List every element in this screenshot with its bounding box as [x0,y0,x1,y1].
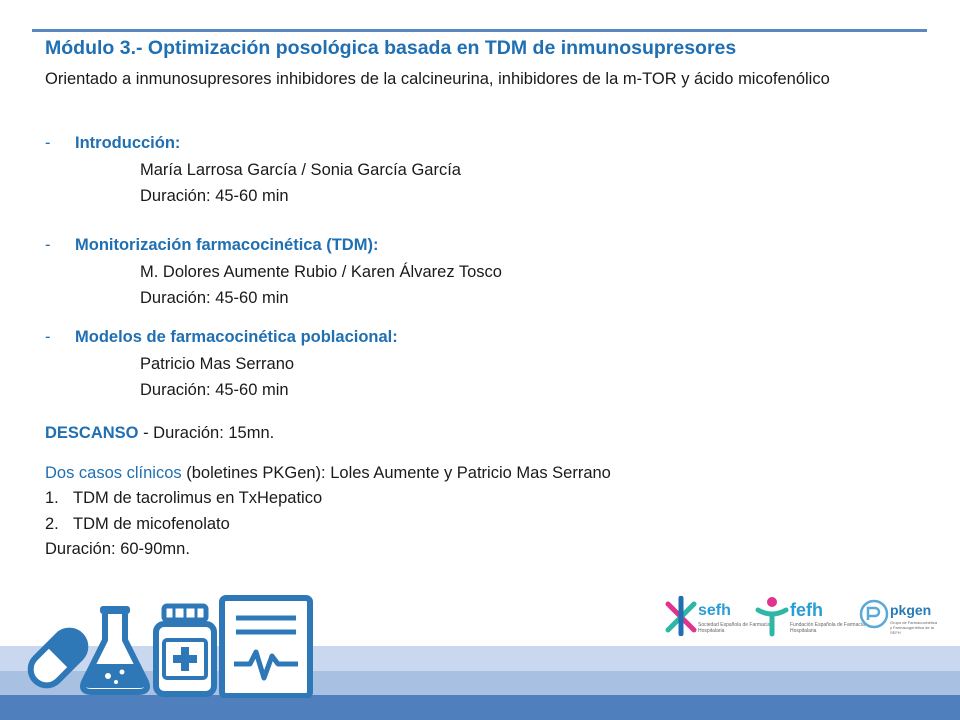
case-number: 2. [45,515,59,533]
section-modelos [45,328,398,347]
section-duration: Duración: 45-60 min [140,380,289,399]
section-speakers: M. Dolores Aumente Rubio / Karen Álvarez Tosco [140,263,502,281]
break-text: - Duración: 15mn. [138,424,275,442]
section-speakers: Patricio Mas Serrano [140,355,295,373]
fefh-emblem-icon [754,594,790,638]
section-introduccion [45,134,180,153]
clipboard-heartbeat-icon [216,594,316,698]
case-item [45,489,322,508]
pkgen-logo [856,592,940,640]
fefh-logo [752,592,865,640]
sefh-logo-text: sefh [698,602,731,619]
sefh-emblem-icon [664,596,698,636]
break-line [45,424,274,443]
top-rule [32,29,927,32]
pkgen-logo-text: pkgen [890,602,932,618]
break-label: DESCANSO [45,424,139,442]
section-heading: Modelos de farmacocinética poblacional: [75,328,398,346]
cases-heading-line [45,464,611,483]
case-item [45,515,230,534]
section-heading: Introducción: [75,134,181,152]
bullet-dash: - [45,328,51,346]
pkgen-emblem-icon [858,598,890,630]
cases-text: (boletines PKGen): Loles Aumente y Patricio Mas Serrano [181,464,611,482]
sefh-logo [660,592,771,640]
fefh-logo-caption: Fundación Española de Farmacia Hospitalaria [790,622,865,634]
bullet-dash: - [45,134,51,152]
cases-label: Dos casos clínicos [45,464,182,482]
pkgen-logo-caption: Grupo de Farmacocinética y Farmacogenética de la SEFH [890,620,938,635]
bullet-dash: - [45,236,51,254]
case-text: TDM de tacrolimus en TxHepatico [73,489,323,507]
section-monitorizacion [45,236,378,255]
case-number: 1. [45,489,59,507]
logos-area [660,592,940,642]
medicine-bottle-icon [150,602,220,698]
footer-band-dark [0,695,960,720]
fefh-logo-text: fefh [790,600,823,620]
flask-icon [78,602,153,698]
case-text: TDM de micofenolato [73,515,230,533]
slide-subtitle: Orientado a inmunosupresores inhibidores de la calcineurina, inhibidores de la m-TOR y ácido micofenólico [45,70,830,88]
slide-title: Módulo 3.- Optimización posológica basada en TDM de inmunosupresores [45,37,737,59]
section-duration: Duración: 45-60 min [140,288,289,307]
cases-duration: Duración: 60-90mn. [45,540,190,558]
section-speakers: María Larrosa García / Sonia García García [140,161,461,179]
sefh-logo-caption: Sociedad Española de Farmacia Hospitalaria [698,622,771,634]
section-duration: Duración: 45-60 min [140,186,289,205]
section-heading: Monitorización farmacocinética (TDM): [75,236,379,254]
